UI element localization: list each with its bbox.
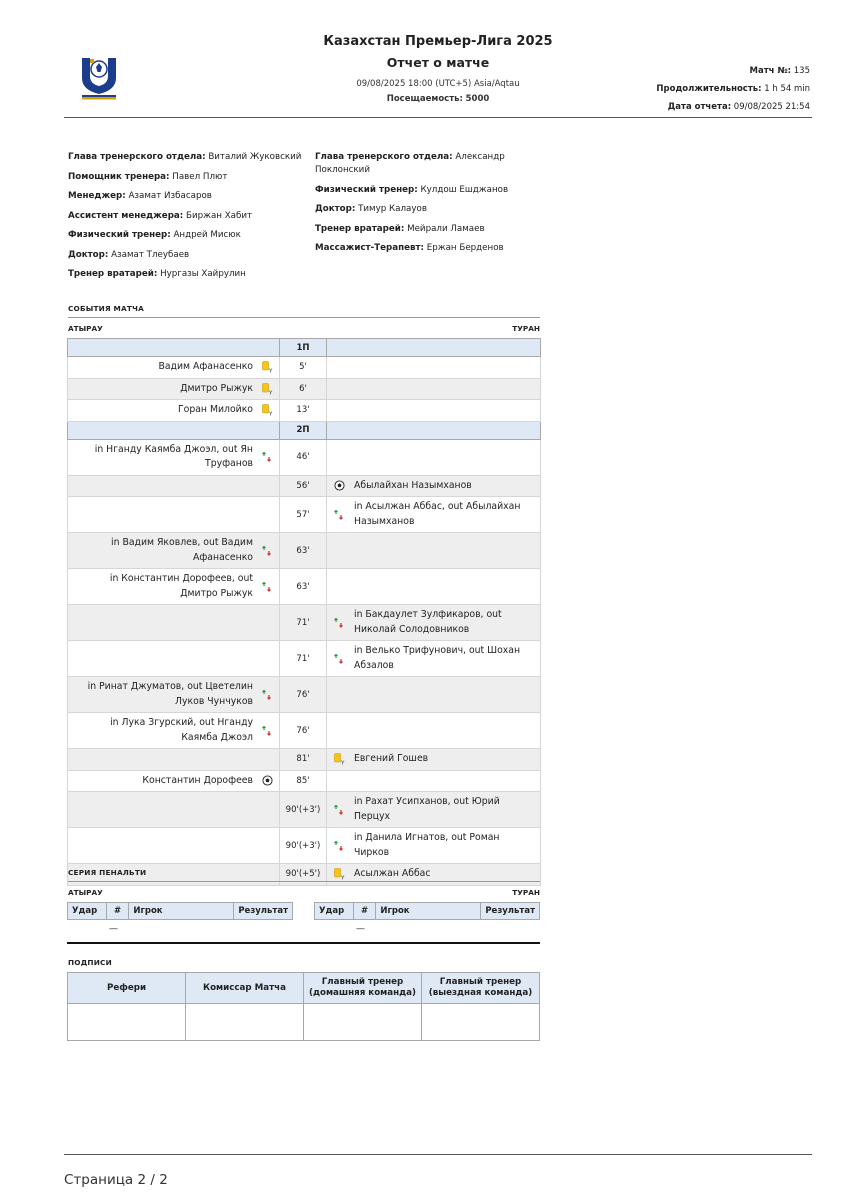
staff-row: [68, 190, 308, 203]
events-section-rule: [68, 317, 540, 318]
attendance: Посещаемость: 5000: [386, 94, 490, 104]
staff-name: Азамат Тлеубаев: [111, 249, 190, 260]
event-home-cell: [68, 497, 280, 533]
signatures-table: [67, 972, 540, 1041]
event-away-cell: [327, 749, 541, 771]
penalties-away-empty: —: [356, 924, 365, 934]
report-title: Отчет о матче: [386, 55, 490, 70]
event-away-cell: [327, 641, 541, 677]
event-home-text: in Вадим Яковлев, out Вадим Афанасенко: [111, 537, 253, 563]
event-away-cell: [327, 828, 541, 864]
event-away-text: Асылжан Аббас: [354, 868, 431, 879]
event-row: [68, 357, 541, 379]
event-minute: 6': [280, 378, 327, 400]
substitution-icon: [331, 509, 347, 521]
penalties-home-table: [67, 902, 293, 920]
event-away-cell: [327, 792, 541, 828]
event-away-cell: [327, 378, 541, 400]
event-home-cell: [68, 475, 280, 497]
event-minute: 81': [280, 749, 327, 771]
period-label: 2П: [280, 421, 327, 439]
sig-home-coach-header: Главный тренер (домашняя команда): [304, 973, 422, 1004]
staff-role: Доктор:: [68, 249, 109, 260]
yellow-card-icon: [331, 753, 347, 765]
staff-name: Тимур Калауов: [358, 204, 427, 214]
staff-role: Массажист-Терапевт:: [315, 243, 424, 253]
substitution-icon: [331, 653, 347, 665]
event-home-cell: [68, 357, 280, 379]
event-home-text: in Ринат Джуматов, out Цветелин Луков Чунчуков: [87, 681, 253, 707]
staff-row: [315, 151, 530, 177]
staff-role: Тренер вратарей:: [315, 223, 405, 234]
event-minute: 56': [280, 475, 327, 497]
event-minute: 85': [280, 770, 327, 792]
substitution-icon: [331, 804, 347, 816]
event-away-text: in Велько Трифунович, out Шохан Абзалов: [354, 645, 521, 671]
event-away-cell: [327, 605, 541, 641]
yellow-card-icon: [259, 383, 275, 395]
event-away-cell: [327, 533, 541, 569]
event-home-text: Горан Милойко: [177, 404, 253, 415]
event-row: [68, 828, 541, 864]
event-row: [68, 378, 541, 400]
event-away-cell: [327, 400, 541, 422]
event-home-cell: [68, 605, 280, 641]
event-minute: 90'(+5'): [280, 864, 327, 886]
events-section-label: СОБЫТИЯ МАТЧА: [68, 304, 144, 313]
substitution-icon: [259, 545, 275, 557]
event-row: [68, 792, 541, 828]
period-empty-cell: [68, 339, 280, 357]
pen-col-player: Игрок: [129, 903, 234, 920]
event-minute: 63': [280, 569, 327, 605]
event-row: [68, 533, 541, 569]
event-row: [68, 439, 541, 475]
header-meta: [656, 62, 810, 116]
pen-col-kick: Удар: [315, 903, 354, 920]
header-divider: [64, 117, 812, 118]
sig-away-coach-header: Главный тренер (выездная команда): [422, 973, 540, 1004]
staff-role: Физический тренер:: [315, 184, 418, 195]
substitution-icon: [259, 581, 275, 593]
event-row: [68, 713, 541, 749]
staff-row: [315, 242, 530, 255]
staff-role: Доктор:: [315, 204, 356, 214]
event-away-text: Абылайхан Назымханов: [354, 479, 472, 491]
sig-home-coach-cell: [304, 1004, 422, 1041]
event-away-cell: [327, 357, 541, 379]
report-date: Дата отчета: 09/08/2025 21:54: [667, 102, 810, 112]
sig-away-coach-cell: [422, 1004, 540, 1041]
penalties-away-team: ТУРАН: [512, 888, 540, 897]
penalties-section-label: СЕРИЯ ПЕНАЛЬТИ: [68, 868, 147, 877]
event-home-cell: [68, 792, 280, 828]
substitution-icon: [259, 689, 275, 701]
event-away-text: in Асылжан Аббас, out Абылайхан Назымханов: [354, 501, 521, 527]
event-home-cell: [68, 828, 280, 864]
event-home-text: in Лука Згурский, out Нганду Каямба Джоэл: [110, 717, 253, 743]
event-home-cell: [68, 713, 280, 749]
staff-name: Мейрали Ламаев: [407, 223, 485, 234]
event-away-text: Евгений Гошев: [354, 753, 429, 764]
event-minute: 71': [280, 641, 327, 677]
goal-ball-icon: [259, 775, 275, 786]
yellow-card-icon: [259, 404, 275, 416]
home-staff-list: [68, 151, 308, 288]
event-home-text: in Константин Дорофеев, out Дмитро Рыжук: [109, 573, 253, 599]
event-home-cell: [68, 770, 280, 792]
pen-col-number: #: [353, 903, 376, 920]
staff-name: Павел Плют: [172, 171, 228, 182]
svg-text:Y: Y: [269, 368, 273, 374]
event-away-text: in Бакдаулет Зулфикаров, out Николай Солодовников: [354, 609, 502, 635]
staff-row: [315, 223, 530, 236]
event-home-text: Вадим Афанасенко: [158, 361, 253, 372]
svg-text:Y: Y: [341, 875, 345, 881]
penalties-home-team: АТЫРАУ: [68, 888, 103, 897]
event-minute: 76': [280, 713, 327, 749]
events-home-team: АТЫРАУ: [68, 324, 103, 333]
staff-row: [68, 151, 308, 164]
event-minute: 46': [280, 439, 327, 475]
match-number: Матч №: 135: [749, 66, 810, 76]
period-empty-cell: [68, 421, 280, 439]
sig-referee-header: Рефери: [68, 973, 186, 1004]
match-datetime: 09/08/2025 18:00 (UTC+5) Asia/Aqtau: [356, 79, 520, 89]
event-home-cell: [68, 569, 280, 605]
goal-ball-icon: [331, 480, 347, 491]
event-away-cell: [327, 713, 541, 749]
event-home-text: Дмитро Рыжук: [180, 382, 253, 394]
pen-col-number: #: [106, 903, 129, 920]
staff-row: [315, 203, 530, 216]
event-home-cell: [68, 439, 280, 475]
away-staff-list: [315, 151, 530, 262]
substitution-icon: [331, 840, 347, 852]
event-row: [68, 677, 541, 713]
events-away-team: ТУРАН: [512, 324, 540, 333]
event-home-text: in Нганду Каямба Джоэл, out Ян Труфанов: [94, 443, 253, 469]
event-minute: 90'(+3'): [280, 792, 327, 828]
events-table: [67, 338, 541, 886]
event-minute: 90'(+3'): [280, 828, 327, 864]
staff-row: [68, 210, 308, 223]
staff-row: [68, 249, 308, 262]
penalties-bottom-rule: [67, 942, 540, 944]
staff-role: Ассистент менеджера:: [68, 210, 184, 221]
event-minute: 13': [280, 400, 327, 422]
sig-referee-cell: [68, 1004, 186, 1041]
staff-name: Биржан Хабит: [186, 210, 253, 221]
event-away-cell: [327, 677, 541, 713]
match-duration: Продолжительность: 1 h 54 min: [656, 84, 810, 94]
event-minute: 63': [280, 533, 327, 569]
penalties-home-empty: —: [109, 924, 118, 934]
svg-text:Y: Y: [341, 760, 345, 766]
league-logo-icon: [78, 54, 120, 100]
event-minute: 5': [280, 357, 327, 379]
staff-row: [68, 171, 308, 184]
staff-name: Андрей Мисюк: [173, 230, 241, 240]
header-center: [280, 34, 596, 107]
event-minute: 76': [280, 677, 327, 713]
staff-name: Кулдош Ешджанов: [420, 184, 509, 195]
event-minute: 71': [280, 605, 327, 641]
event-home-cell: [68, 677, 280, 713]
event-minute: 57': [280, 497, 327, 533]
event-away-cell: [327, 770, 541, 792]
sig-commissioner-header: Комиссар Матча: [186, 973, 304, 1004]
pen-col-player: Игрок: [376, 903, 481, 920]
period-header-row: [68, 339, 541, 357]
sig-commissioner-cell: [186, 1004, 304, 1041]
event-row: [68, 400, 541, 422]
staff-name: Александр Поклонский: [315, 152, 505, 175]
event-away-cell: [327, 569, 541, 605]
staff-role: Тренер вратарей:: [68, 269, 158, 279]
period-label: 1П: [280, 339, 327, 357]
staff-row: [68, 268, 308, 281]
yellow-card-icon: [259, 361, 275, 373]
pen-col-result: Результат: [481, 903, 540, 920]
event-away-cell: [327, 475, 541, 497]
staff-name: Виталий Жуковский: [208, 152, 302, 162]
staff-role: Помощник тренера:: [68, 171, 170, 182]
staff-row: [68, 229, 308, 242]
event-home-cell: [68, 378, 280, 400]
league-title: Казахстан Премьер-Лига 2025: [323, 34, 553, 49]
footer-divider: [64, 1154, 812, 1155]
event-home-cell: [68, 533, 280, 569]
pen-col-kick: Удар: [68, 903, 107, 920]
event-row: [68, 641, 541, 677]
event-away-text: in Данила Игнатов, out Роман Чирков: [354, 832, 500, 858]
event-row: [68, 569, 541, 605]
staff-role: Глава тренерского отдела:: [68, 152, 206, 162]
event-row: [68, 475, 541, 497]
event-row: [68, 749, 541, 771]
staff-row: [315, 184, 530, 197]
staff-role: Глава тренерского отдела:: [315, 152, 453, 162]
staff-role: Менеджер:: [68, 191, 126, 201]
staff-name: Нургазы Хайрулин: [160, 269, 246, 279]
event-home-cell: [68, 641, 280, 677]
event-away-text: in Рахат Усипханов, out Юрий Перцух: [354, 796, 500, 822]
event-home-cell: [68, 749, 280, 771]
event-home-cell: [68, 400, 280, 422]
substitution-icon: [331, 617, 347, 629]
period-header-row: [68, 421, 541, 439]
staff-name: Азамат Избасаров: [128, 191, 212, 201]
substitution-icon: [259, 725, 275, 737]
event-away-cell: [327, 497, 541, 533]
pen-col-result: Результат: [234, 903, 293, 920]
staff-role: Физический тренер:: [68, 230, 171, 240]
staff-name: Ержан Берденов: [426, 243, 504, 253]
signatures-section-label: ПОДПИСИ: [68, 958, 112, 967]
svg-text:Y: Y: [269, 390, 273, 395]
event-row: [68, 770, 541, 792]
event-row: [68, 605, 541, 641]
event-away-cell: [327, 439, 541, 475]
svg-text:Y: Y: [269, 411, 273, 417]
substitution-icon: [259, 451, 275, 463]
event-home-text: Константин Дорофеев: [142, 774, 253, 786]
penalties-section-rule: [68, 881, 540, 882]
period-empty-cell: [327, 339, 541, 357]
period-empty-cell: [327, 421, 541, 439]
page-number: Страница 2 / 2: [64, 1172, 168, 1188]
penalties-away-table: [314, 902, 540, 920]
event-row: [68, 497, 541, 533]
